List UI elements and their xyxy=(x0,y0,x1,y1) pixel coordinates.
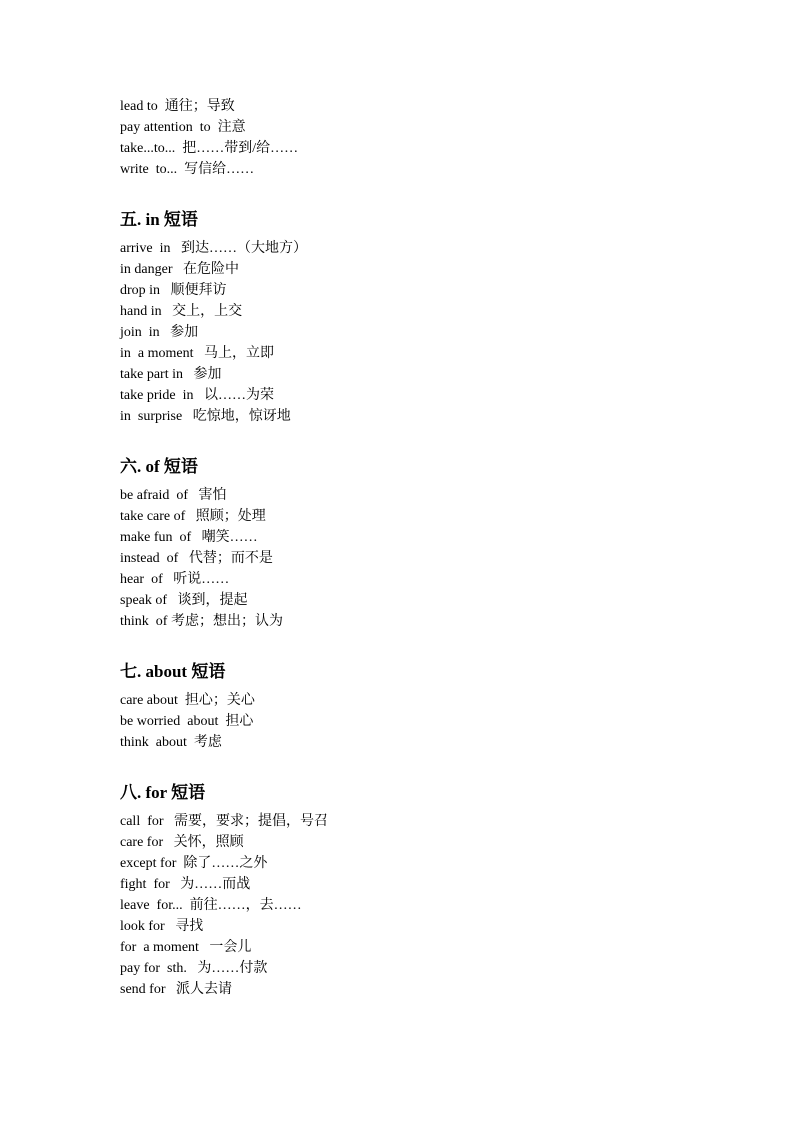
document-page xyxy=(120,96,760,1000)
phrase-item: make fun of 嘲笑…… xyxy=(120,530,258,545)
phrase-item: take part in 参加 xyxy=(120,367,222,382)
phrase-item: in surprise 吃惊地，惊讶地 xyxy=(120,409,291,424)
phrase-item: send for 派人去请 xyxy=(120,982,232,997)
phrase-item: hear of 听说…… xyxy=(120,572,230,587)
phrase-item: take care of 照顾；处理 xyxy=(120,509,266,524)
section-title-for: 八. for 短语 xyxy=(120,783,206,802)
phrase-item: in a moment 马上，立即 xyxy=(120,346,274,361)
phrase-item: except for 除了……之外 xyxy=(120,856,268,871)
phrase-item: be worried about 担心 xyxy=(120,714,254,729)
phrase-item: in danger 在危险中 xyxy=(120,262,239,277)
phrase-item: leave for... 前往……，去…… xyxy=(120,898,302,913)
phrase-item: take pride in 以……为荣 xyxy=(120,388,274,403)
section-title-in: 五. in 短语 xyxy=(120,210,198,229)
intro-phrase-list xyxy=(120,96,760,180)
phrase-item: fight for 为……而战 xyxy=(120,877,251,892)
about-phrase-list xyxy=(120,690,760,753)
phrase-item: look for 寻找 xyxy=(120,919,204,934)
phrase-item: care for 关怀，照顾 xyxy=(120,835,244,850)
phrase-item: think about 考虑 xyxy=(120,735,222,750)
phrase-item: drop in 顺便拜访 xyxy=(120,283,227,298)
phrase-item: hand in 交上，上交 xyxy=(120,304,243,319)
section-title-about: 七. about 短语 xyxy=(120,662,226,681)
phrase-item: instead of 代替；而不是 xyxy=(120,551,273,566)
phrase-item: write to... 写信给…… xyxy=(120,162,255,177)
phrase-item: speak of 谈到，提起 xyxy=(120,593,248,608)
in-phrase-list xyxy=(120,238,760,427)
phrase-item: join in 参加 xyxy=(120,325,199,340)
phrase-item: pay for sth. 为……付款 xyxy=(120,961,268,976)
phrase-item: lead to 通往；导致 xyxy=(120,99,235,114)
phrase-item: pay attention to 注意 xyxy=(120,120,246,135)
phrase-item: care about 担心；关心 xyxy=(120,693,255,708)
phrase-item: arrive in 到达……（大地方） xyxy=(120,241,308,256)
for-phrase-list xyxy=(120,811,760,1000)
phrase-item: for a moment 一会儿 xyxy=(120,940,252,955)
section-title-of: 六. of 短语 xyxy=(120,457,198,476)
phrase-item: take...to... 把……带到/给…… xyxy=(120,141,299,156)
phrase-item: call for 需要，要求；提倡，号召 xyxy=(120,814,329,829)
phrase-item: think of 考虑；想出；认为 xyxy=(120,614,283,629)
phrase-item: be afraid of 害怕 xyxy=(120,488,227,503)
of-phrase-list xyxy=(120,485,760,632)
